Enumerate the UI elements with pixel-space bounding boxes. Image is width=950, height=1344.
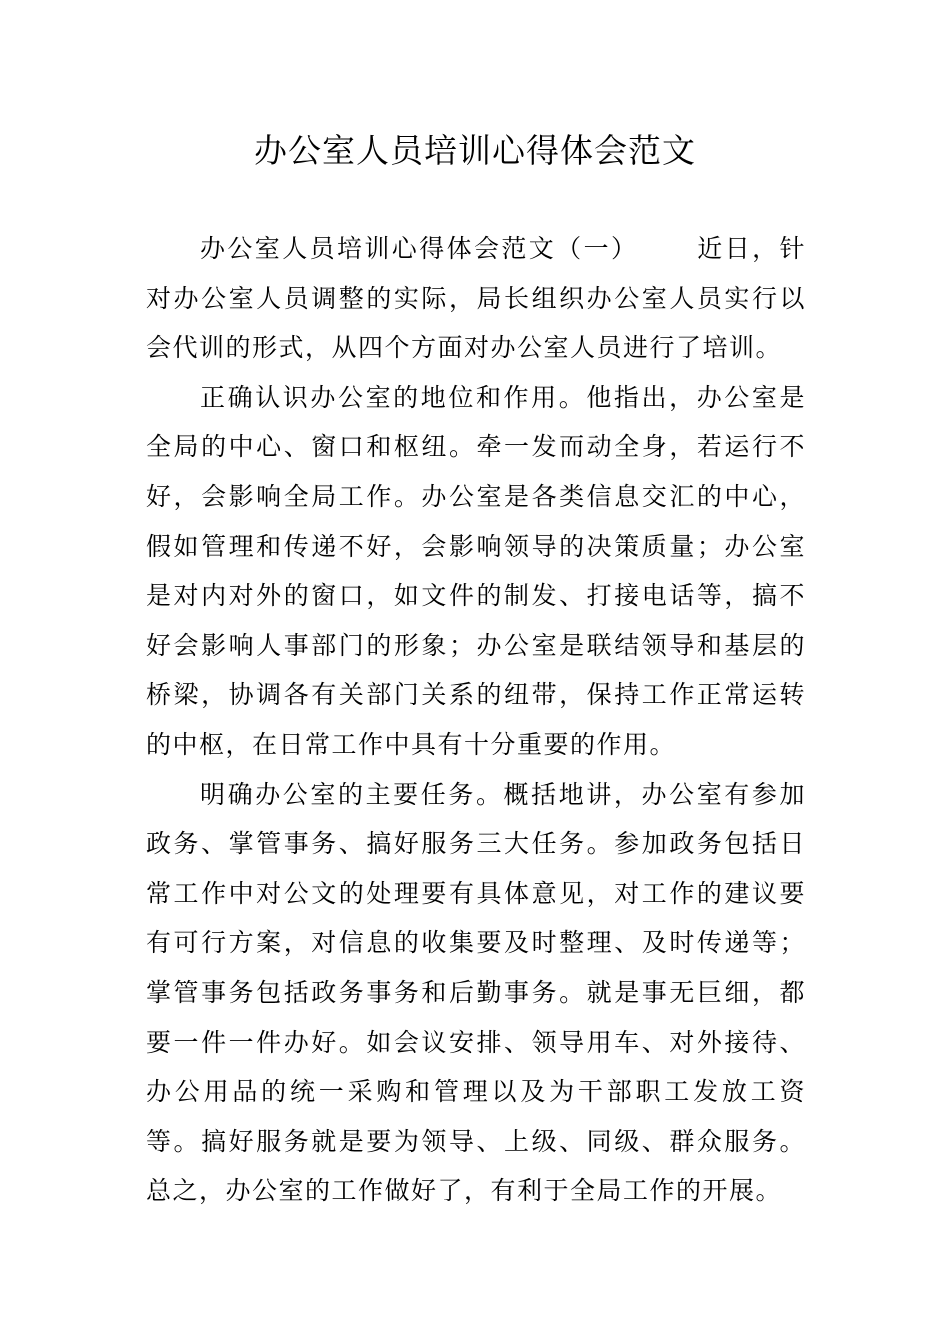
paragraph-position-role: 正确认识办公室的地位和作用。他指出，办公室是全局的中心、窗口和枢纽。牵一发而动全身，若运行不好，会影响全局工作。办公室是各类信息交汇的中心，假如管理和传递不好，会影响领导的决策质量；办公室是对内对外的窗口，如文件的制发、打接电话等，搞不好会影响人事部门的形象；办公室是联结领导和基层的桥梁，协调各有关部门关系的纽带，保持工作正常运转的中枢，在日常工作中具有十分重要的作用。	[146, 382, 806, 759]
document-body	[146, 224, 806, 1216]
paragraph-intro	[146, 224, 806, 373]
paragraph-main-tasks: 明确办公室的主要任务。概括地讲，办公室有参加政务、掌管事务、搞好服务三大任务。参加政务包括日常工作中对公文的处理要有具体意见，对工作的建议要有可行方案，对信息的收集要及时整理、及时传递等；掌管事务包括政务事务和后勤事务。就是事无巨细，都要一件一件办好。如会议安排、领导用车、对外接待、办公用品的统一采购和管理以及为干部职工发放工资等。搞好服务就是要为领导、上级、同级、群众服务。总之，办公室的工作做好了，有利于全局工作的开展。	[146, 779, 806, 1206]
document-title: 办公室人员培训心得体会范文	[254, 131, 696, 170]
paragraph-text: 近日，针对办公室人员调整的实际，局长组织办公室人员实行以会代训的形式，从四个方面对办公室人员进行了培训。	[146, 234, 806, 363]
section-heading: 办公室人员培训心得体会范文（一）	[200, 234, 639, 263]
